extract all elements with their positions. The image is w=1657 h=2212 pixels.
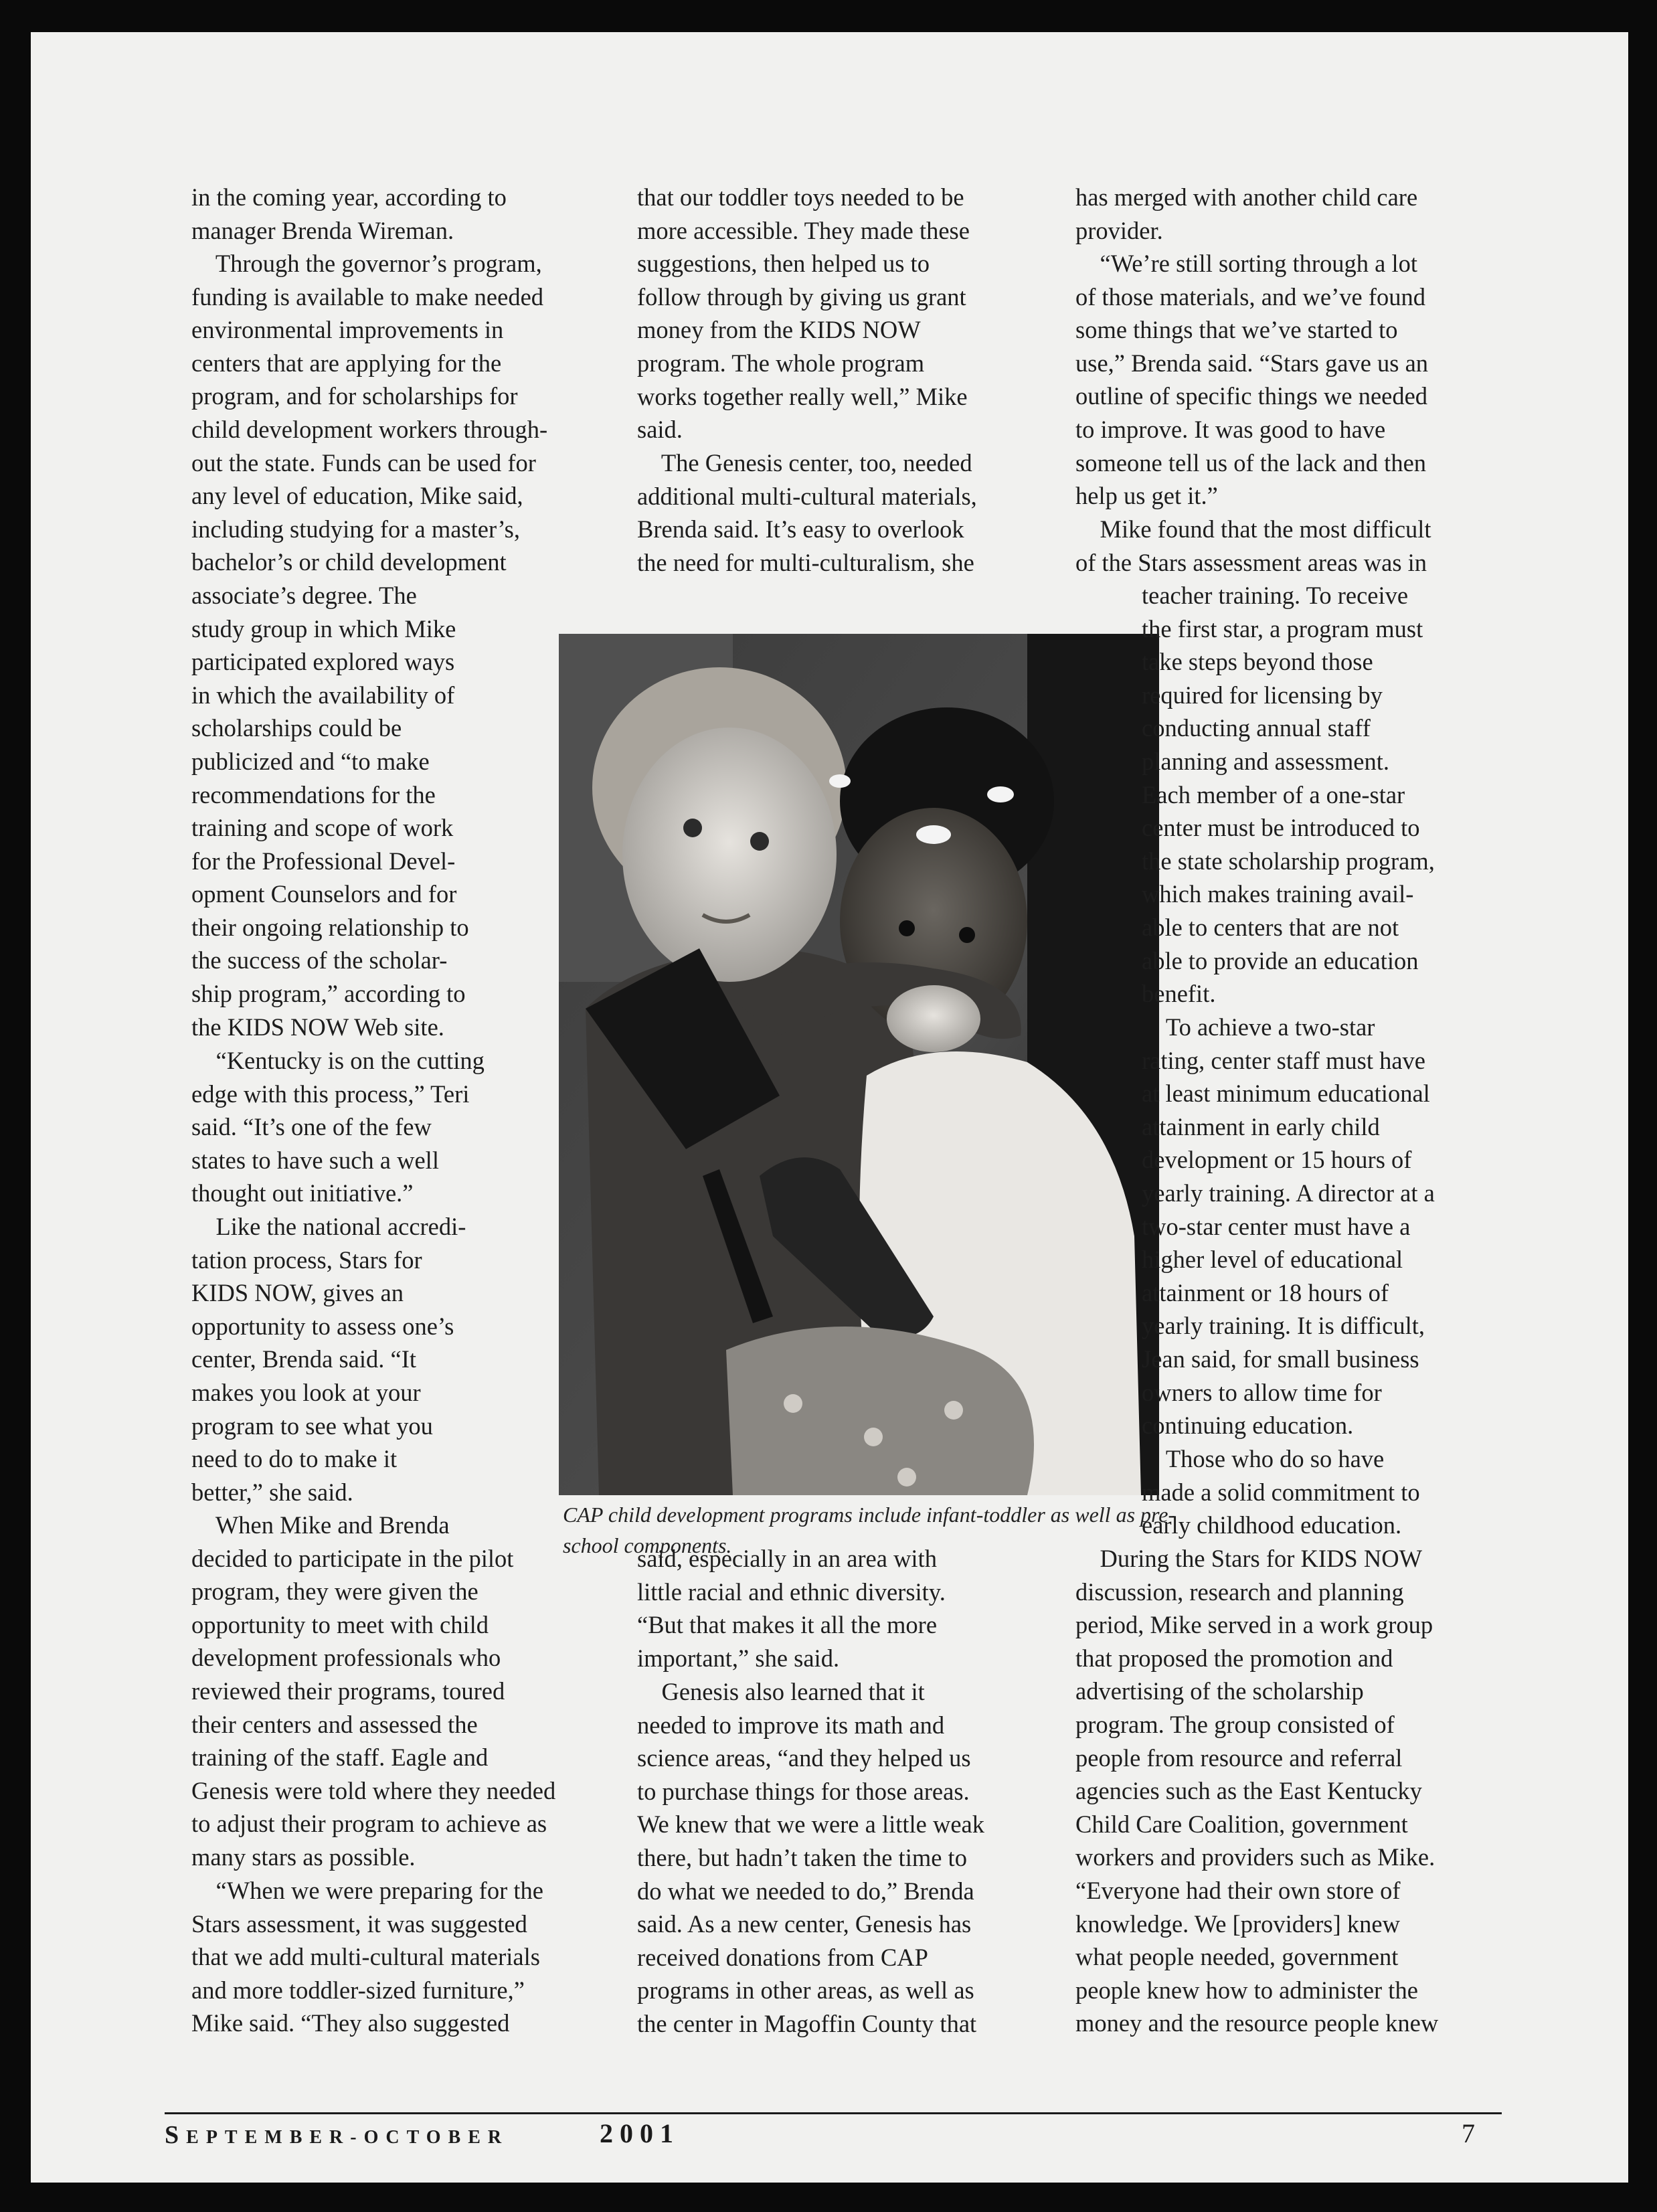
text-line: development or 15 hours of: [1142, 1146, 1412, 1174]
text-line: center must be introduced to: [1142, 814, 1420, 842]
photo-illustration: [559, 634, 1159, 1495]
text-line: that our toddler toys needed to be: [637, 183, 964, 211]
text-line: planning and assessment.: [1142, 747, 1390, 775]
text-line: Genesis were told where they needed: [191, 1776, 556, 1804]
text-line: that proposed the promotion and: [1075, 1644, 1393, 1672]
text-line: what people needed, government: [1075, 1943, 1399, 1971]
text-line: provider.: [1075, 216, 1163, 244]
text-line: out the state. Funds can be used for: [191, 448, 536, 477]
text-line: which makes training avail-: [1142, 880, 1414, 908]
text-line: able to provide an education: [1142, 946, 1419, 974]
text-line: made a solid commitment to: [1142, 1478, 1420, 1506]
text-line: states to have such a well: [191, 1146, 439, 1174]
text-line: opment Counselors and for: [191, 880, 457, 908]
magazine-page: [31, 32, 1628, 2183]
text-line: development professionals who: [191, 1644, 501, 1672]
col3-paragraph: [1142, 1442, 1420, 1542]
text-line: money and the resource people knew: [1075, 2009, 1439, 2037]
text-line: decided to participate in the pilot: [191, 1544, 514, 1572]
text-line: rating, center staff must have: [1142, 1046, 1425, 1074]
text-line: “But that makes it all the more: [637, 1611, 938, 1639]
text-line: continuing education.: [1142, 1412, 1354, 1440]
text-line: for the Professional Devel-: [191, 847, 456, 875]
text-line: To achieve a two-star: [1142, 1013, 1375, 1041]
text-line: many stars as possible.: [191, 1843, 416, 1871]
text-line: their ongoing relationship to: [191, 913, 469, 941]
col1-paragraph: [191, 247, 547, 1043]
footer-month-rest: OCTOBER: [363, 2127, 509, 2148]
text-line: need to do to make it: [191, 1445, 398, 1473]
text-line: their centers and assessed the: [191, 1710, 478, 1738]
col1-paragraph: [191, 181, 507, 247]
footer-month-rest: EPTEMBER: [186, 2127, 351, 2148]
text-line: period, Mike served in a work group: [1075, 1611, 1433, 1639]
col3-paragraph: [1142, 579, 1435, 1011]
text-line: more accessible. They made these: [637, 216, 970, 244]
text-line: KIDS NOW, gives an: [191, 1279, 404, 1307]
text-line: any level of education, Mike said,: [191, 482, 523, 510]
text-line: in which the availability of: [191, 681, 455, 709]
text-line: child development workers through-: [191, 415, 548, 443]
text-line: the need for multi-culturalism, she: [637, 548, 974, 576]
text-line: advertising of the scholarship: [1075, 1677, 1364, 1705]
text-line: some things that we’ve started to: [1075, 316, 1398, 344]
col1-paragraph: [191, 1509, 555, 1874]
text-line: tation process, Stars for: [191, 1246, 422, 1274]
text-line: programs in other areas, as well as: [637, 1976, 974, 2005]
text-line: attainment in early child: [1142, 1112, 1380, 1140]
text-line: said.: [637, 416, 683, 444]
text-line: During the Stars for KIDS NOW: [1075, 1545, 1423, 1572]
text-line: Mike found that the most difficult: [1075, 515, 1431, 543]
text-line: Brenda said. It’s easy to overlook: [637, 515, 964, 543]
text-line: training and scope of work: [191, 814, 454, 842]
text-line: to purchase things for those areas.: [637, 1777, 970, 1805]
text-line: “We’re still sorting through a lot: [1075, 250, 1417, 277]
footer-month-initial: S: [165, 2121, 187, 2149]
text-line: Each member of a one-star: [1142, 780, 1405, 809]
text-line: makes you look at your: [191, 1378, 421, 1406]
text-line: additional multi-cultural materials,: [637, 482, 977, 510]
text-line: the first star, a program must: [1142, 614, 1423, 643]
col3-paragraph: [1075, 513, 1431, 579]
text-line: people from resource and referral: [1075, 1743, 1403, 1772]
text-line: edge with this process,” Teri: [191, 1080, 470, 1108]
text-line: publicized and “to make: [191, 747, 430, 775]
text-line: works together really well,” Mike: [637, 382, 968, 410]
text-line: program to see what you: [191, 1412, 433, 1440]
col2-paragraph: [637, 1675, 984, 2041]
text-line: environmental improvements in: [191, 316, 504, 344]
text-line: associate’s degree. The: [191, 581, 417, 609]
text-line: discussion, research and planning: [1075, 1578, 1404, 1606]
photo-two-toddlers: [559, 634, 1159, 1495]
text-line: to adjust their program to achieve as: [191, 1810, 547, 1838]
text-line: in the coming year, according to: [191, 183, 507, 211]
col3-paragraph: [1142, 1011, 1435, 1442]
text-line: of the Stars assessment areas was in: [1075, 548, 1427, 576]
col1-paragraph: [191, 1874, 543, 2040]
text-line: Stars assessment, it was suggested: [191, 1909, 527, 1938]
col1-paragraph: [191, 1044, 485, 1210]
text-line: suggestions, then helped us to: [637, 250, 930, 278]
text-line: Mike said. “They also suggested: [191, 2009, 510, 2037]
text-line: little racial and ethnic diversity.: [637, 1578, 946, 1606]
text-line: study group in which Mike: [191, 614, 456, 643]
text-line: said. As a new center, Genesis has: [637, 1910, 972, 1938]
text-line: “Kentucky is on the cutting: [191, 1047, 485, 1074]
footer-rule: [165, 2112, 1502, 2114]
text-line: thought out initiative.”: [191, 1179, 414, 1207]
text-line: needed to improve its math and: [637, 1711, 945, 1739]
text-line: early childhood education.: [1142, 1511, 1402, 1539]
text-line: money from the KIDS NOW: [637, 316, 921, 344]
text-line: higher level of educational: [1142, 1246, 1403, 1274]
text-line: owners to allow time for: [1142, 1378, 1382, 1406]
col2-paragraph: [637, 1542, 946, 1675]
text-line: opportunity to meet with child: [191, 1610, 489, 1638]
col3-paragraph: [1075, 1542, 1438, 2040]
text-line: centers that are applying for the: [191, 349, 502, 377]
text-line: program. The group consisted of: [1075, 1710, 1395, 1738]
col3-paragraph: [1075, 181, 1417, 247]
text-line: help us get it.”: [1075, 482, 1218, 510]
text-line: able to centers that are not: [1142, 913, 1399, 941]
text-line: yearly training. A director at a: [1142, 1179, 1435, 1207]
text-line: reviewed their programs, toured: [191, 1677, 505, 1705]
text-line: do what we needed to do,” Brenda: [637, 1877, 974, 1905]
text-line: the center in Magoffin County that: [637, 2009, 977, 2037]
text-line: We knew that we were a little weak: [637, 1810, 984, 1839]
text-line: center, Brenda said. “It: [191, 1345, 417, 1373]
text-line: Child Care Coalition, government: [1075, 1810, 1408, 1838]
text-line: bachelor’s or child development: [191, 548, 507, 576]
footer-dash: -: [350, 2127, 364, 2148]
photo-caption: CAP child development programs include infant-toddler as well as pre-school components.: [563, 1503, 1176, 1557]
col1-paragraph: [191, 1210, 466, 1509]
text-line: said, especially in an area with: [637, 1545, 937, 1572]
text-line: there, but hadn’t taken the time to: [637, 1843, 967, 1871]
text-line: “Everyone had their own store of: [1075, 1876, 1401, 1904]
text-line: The Genesis center, too, needed: [637, 449, 972, 477]
text-line: Like the national accredi-: [191, 1213, 466, 1240]
text-line: program. The whole program: [637, 349, 925, 377]
text-line: outline of specific things we needed: [1075, 382, 1428, 410]
text-line: has merged with another child care: [1075, 183, 1418, 211]
text-line: manager Brenda Wireman.: [191, 216, 454, 244]
text-line: the KIDS NOW Web site.: [191, 1013, 444, 1041]
text-line: opportunity to assess one’s: [191, 1312, 454, 1340]
text-line: training of the staff. Eagle and: [191, 1743, 489, 1772]
text-line: teacher training. To receive: [1142, 582, 1409, 609]
col3-paragraph: [1075, 247, 1428, 513]
text-line: the state scholarship program,: [1142, 847, 1435, 875]
text-line: important,” she said.: [637, 1644, 840, 1672]
text-line: knowledge. We [providers] knew: [1075, 1909, 1400, 1938]
text-line: yearly training. It is difficult,: [1142, 1312, 1425, 1340]
text-line: program, they were given the: [191, 1578, 478, 1606]
text-line: program, and for scholarships for: [191, 382, 518, 410]
text-line: science areas, “and they helped us: [637, 1744, 971, 1772]
text-line: use,” Brenda said. “Stars gave us an: [1075, 349, 1429, 377]
text-line: Through the governor’s program,: [191, 250, 542, 277]
text-line: take steps beyond those: [1142, 648, 1373, 676]
text-line: including studying for a master’s,: [191, 515, 520, 543]
col2-paragraph: [637, 446, 977, 579]
text-line: benefit.: [1142, 980, 1216, 1008]
page-number: 7: [1462, 2118, 1475, 2148]
text-line: better,” she said.: [191, 1478, 353, 1506]
text-line: of those materials, and we’ve found: [1075, 282, 1425, 311]
text-line: at least minimum educational: [1142, 1080, 1430, 1108]
footer-year: 2001: [600, 2118, 680, 2148]
text-line: workers and providers such as Mike.: [1075, 1843, 1435, 1871]
text-line: required for licensing by: [1142, 681, 1383, 709]
text-line: to improve. It was good to have: [1075, 415, 1386, 443]
text-line: funding is available to make needed: [191, 282, 544, 311]
text-line: recommendations for the: [191, 780, 436, 809]
text-line: “When we were preparing for the: [191, 1877, 543, 1904]
text-line: conducting annual staff: [1142, 714, 1371, 742]
text-line: participated explored ways: [191, 648, 455, 676]
text-line: Jean said, for small business: [1142, 1345, 1419, 1373]
text-line: attainment or 18 hours of: [1142, 1278, 1389, 1306]
text-line: scholarships could be: [191, 714, 402, 742]
text-line: follow through by giving us grant: [637, 282, 966, 311]
text-line: Those who do so have: [1142, 1445, 1385, 1472]
col2-paragraph: [637, 181, 970, 446]
text-line: someone tell us of the lack and then: [1075, 448, 1427, 477]
text-line: and more toddler-sized furniture,”: [191, 1976, 525, 2004]
text-line: people knew how to administer the: [1075, 1976, 1418, 2004]
text-line: Genesis also learned that it: [637, 1678, 925, 1705]
text-line: the success of the scholar-: [191, 946, 448, 974]
text-line: that we add multi-cultural materials: [191, 1943, 540, 1971]
text-line: agencies such as the East Kentucky: [1075, 1777, 1422, 1805]
footer-issue-date: [165, 2120, 509, 2150]
text-line: received donations from CAP: [637, 1943, 928, 1971]
text-line: When Mike and Brenda: [191, 1511, 450, 1539]
text-line: ship program,” according to: [191, 980, 466, 1008]
text-line: said. “It’s one of the few: [191, 1113, 432, 1141]
text-line: two-star center must have a: [1142, 1212, 1411, 1240]
